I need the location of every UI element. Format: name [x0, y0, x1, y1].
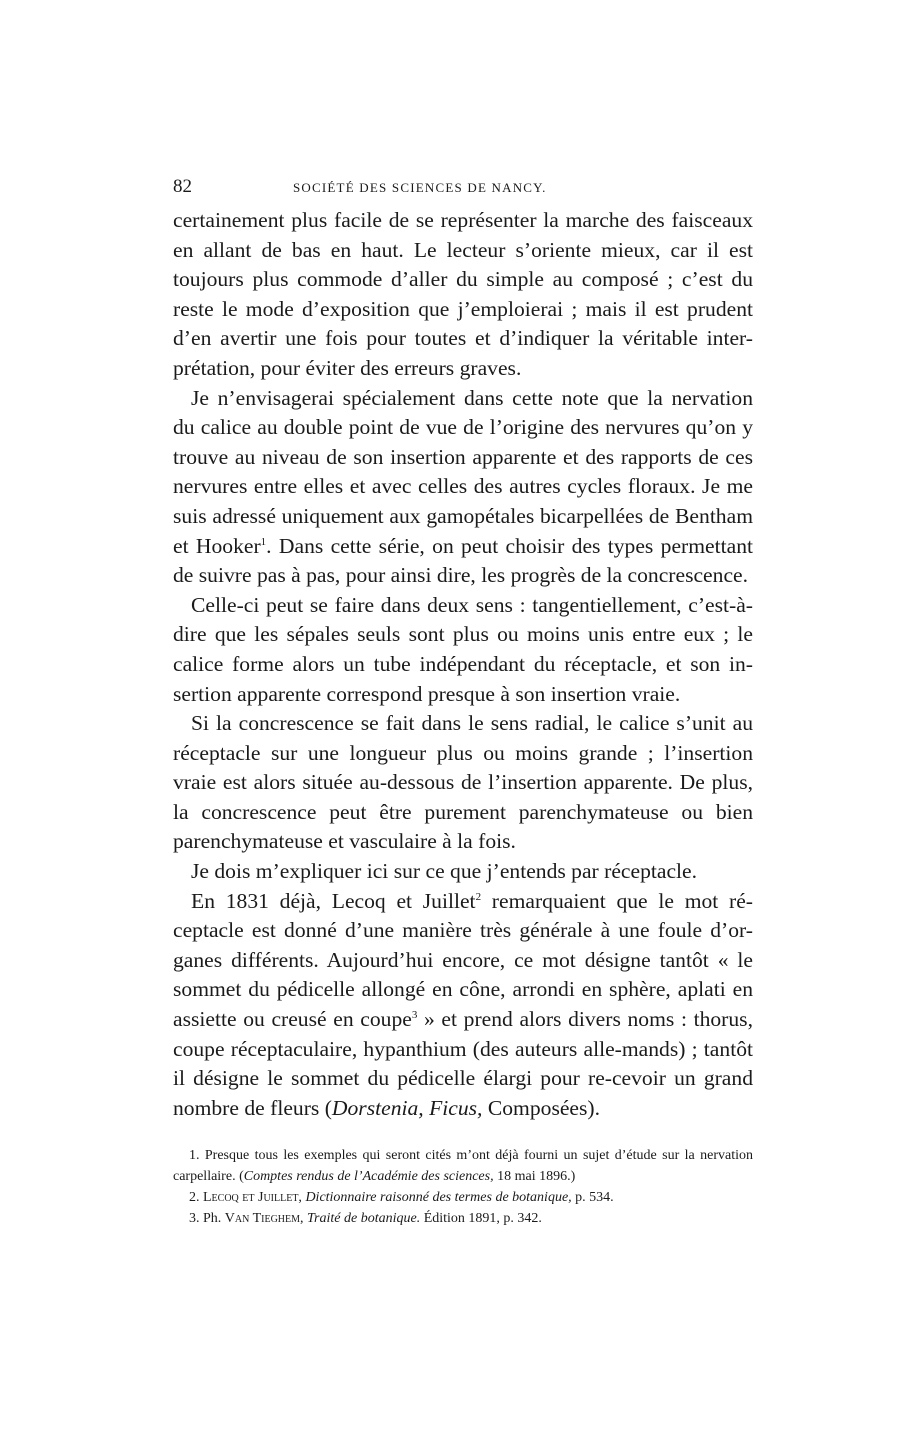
paragraph-1: certainement plus facile de se représenter la marche des faisceaux en allant de bas en haut. Le lecteur s’oriente mieux, car il est toujours plus commode d’aller du simple au composé ; c’est du reste le mode d’exposition que j’emploierai ; mais il est prudent d’en avertir une fois pour toutes et d’indiquer la véritable inter-prétation, pour éviter des erreurs graves. [173, 208, 753, 380]
page-header [173, 176, 753, 206]
paragraph-6-start: En 1831 déjà, Lecoq et Juillet [191, 888, 476, 913]
paragraph-6-italic: Dorstenia, Ficus, [331, 1095, 483, 1120]
footnote-1 [173, 1145, 753, 1187]
paragraph-6-mid2: » et prend alors divers noms : thorus, coupe réceptaculaire, hypanthium (des auteurs alle-mands) ; tantôt il désigne le sommet du pédicelle élargi pour re-cevoir un grand nombre de fleurs ( [173, 1007, 753, 1120]
footnote-2 [173, 1187, 753, 1208]
footnote-1-end: 18 mai 1896.) [493, 1169, 576, 1185]
footnote-ref-2[interactable]: 2 [475, 890, 482, 903]
footnote-2-num: 2. [189, 1190, 203, 1206]
footnote-3-author: Van Tieghem, [224, 1211, 304, 1227]
paragraph-2-text: Je n’envisagerai spécialement dans cette note que la nervation du calice au double point de vue de l’origine des nervures qu’on y trouve au niveau de son insertion apparente et des rapports de ces nervures entre elles et avec celles des autres cycles floraux. Je me suis adressé uniquement aux gamopétales bicarpellées de Bentham et Hooker [173, 385, 753, 558]
document-page [173, 176, 753, 1229]
footnote-2-end: p. 534. [571, 1190, 614, 1206]
paragraph-6-mid: remarquaient que le mot ré-ceptacle est donné d’une manière très générale à une foule d’or-ganes différents. Aujourd’hui encore, ce mot désigne tantôt « le sommet du pédicelle allongé en cône, arrondi en sphère, aplati en assiette ou creusé en coupe [173, 888, 753, 1032]
footnote-ref-1[interactable]: 1 [260, 535, 267, 548]
footnote-1-text: 1. Presque tous les exemples qui seront cités m’ont déjà fourni un sujet d’étude sur la nervation carpellaire. ( [173, 1148, 753, 1185]
paragraph-6-end: Composées). [482, 1095, 601, 1120]
paragraph-2-tail: . Dans cette série, on peut choisir des types permettant de suivre pas à pas, pour ainsi dire, les progrès de la concrescence. [173, 533, 753, 588]
footnote-1-italic: Comptes rendus de l’Académie des sciences, [243, 1169, 494, 1185]
footnote-3-italic: Traité de botanique. [303, 1211, 421, 1227]
paragraph-6 [173, 887, 753, 1124]
footnote-3-num: 3. Ph. [189, 1211, 225, 1227]
body-text [173, 206, 753, 1123]
running-title: SOCIÉTÉ DES SCIENCES DE NANCY. [293, 180, 547, 195]
paragraph-4: Si la concrescence se fait dans le sens radial, le calice s’unit au réceptacle sur une longueur plus ou moins grande ; l’insertion vraie est alors située au-dessous de l’insertion apparente. De plus, la concrescence peut être purement parenchymateuse ou bien parenchymateuse et vasculaire à la fois. [173, 711, 753, 854]
paragraph-5: Je dois m’expliquer ici sur ce que j’entends par réceptacle. [191, 859, 698, 884]
footnote-2-author: Lecoq et Juillet, [203, 1190, 302, 1206]
footnote-3-end: Édition 1891, p. 342. [420, 1211, 542, 1227]
paragraph-2 [173, 384, 753, 591]
paragraph-3: Celle-ci peut se faire dans deux sens : tangentiellement, c’est-à-dire que les sépales seuls sont plus ou moins unis entre eux ; le calice forme alors un tube indépendant du réceptacle, et son in-sertion apparente correspond presque à son insertion vraie. [173, 592, 753, 706]
footnote-ref-3[interactable]: 3 [411, 1009, 418, 1022]
footnotes [173, 1145, 753, 1229]
footnote-3 [173, 1208, 753, 1229]
page-number: 82 [173, 176, 192, 197]
footnote-2-italic: Dictionnaire raisonné des termes de botanique, [301, 1190, 572, 1206]
